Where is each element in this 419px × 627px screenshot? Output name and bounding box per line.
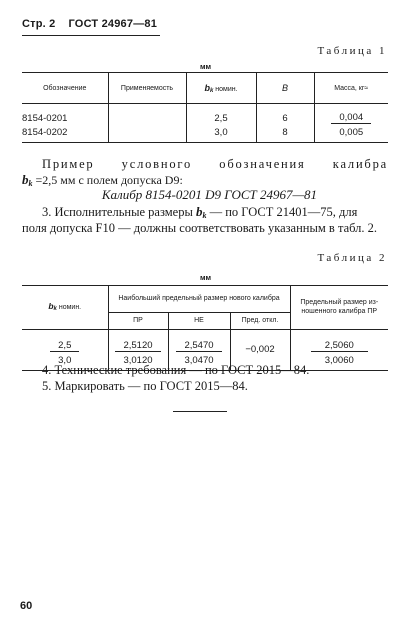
table-row (22, 124, 388, 143)
page-number: 60 (20, 600, 33, 612)
item5: 5. Маркировать — по ГОСТ 2015—84. (42, 379, 248, 393)
table1-cell: 8154-0202 (22, 124, 108, 143)
table2-col-dev: Пред. откл. (230, 313, 290, 330)
table2 (22, 285, 388, 371)
table2-col-pr: ПР (108, 313, 168, 330)
page-label: Стр. 2 (22, 18, 56, 30)
table1-col-applicability: Применяемость (108, 73, 186, 104)
table2-title: Таблица 2 (317, 252, 387, 264)
standard-code: ГОСТ 24967—81 (68, 18, 158, 30)
table1-cell: 8154-0201 (22, 112, 68, 124)
table2-cell: 2,5 (22, 330, 108, 352)
header-rule (22, 35, 160, 36)
table2-deviation: −0,002 (230, 330, 290, 371)
table1-cell: 0,004 (314, 104, 388, 124)
item4: 4. Технические требования — по ГОСТ 2015—84. (42, 363, 310, 377)
table1-cell: 2,5 (186, 104, 256, 124)
example-line1: Пример условного обозначения калибра (42, 157, 388, 171)
table1-col-B: B (256, 73, 314, 104)
table1-cell: 0,005 (314, 124, 388, 143)
item3-line2: поля допуска F10 — должны соответствовать указанным в табл. 2. (22, 221, 378, 235)
table2-col-bk: bk номин. (22, 286, 108, 330)
page-header (22, 18, 157, 30)
table1-title: Таблица 1 (317, 45, 387, 57)
table1-cell: 8 (256, 124, 314, 143)
item3-line1: 3. Исполнительные размеры bk — по ГОСТ 21401—75, для (42, 204, 358, 220)
end-rule (173, 411, 227, 412)
table-row (22, 330, 388, 352)
table1-col-bk: bk номин. (186, 73, 256, 104)
table2-cell: 2,5060 (290, 330, 388, 352)
table1-header-row (22, 73, 388, 104)
table2-col-worn: Предельный размер из-ношенного калибра ПР (290, 286, 388, 330)
table2-cell: 3,0060 (290, 352, 388, 371)
table1-cell (108, 104, 186, 124)
table2-cell: 2,5120 (108, 330, 168, 352)
table1-col-mass: Масса, кг≈ (314, 73, 388, 104)
example-designation: Калибр 8154-0201 D9 ГОСТ 24967—81 (101, 187, 318, 202)
table-row (22, 104, 388, 124)
table1-cell (108, 124, 186, 143)
table2-unit: мм (200, 273, 212, 282)
table2-cell: 2,5470 (168, 330, 230, 352)
table2-cell: 3,0120 (108, 352, 168, 371)
table2-group-header: Наибольший предельный размер нового калибра (108, 286, 290, 313)
table1-unit: мм (200, 62, 212, 71)
example-line2: bk =2,5 мм с полем допуска D9: (22, 172, 183, 188)
table2-col-ne: НЕ (168, 313, 230, 330)
table1-cell: 6 (256, 104, 314, 124)
table1-cell: 3,0 (186, 124, 256, 143)
table1-col-designation: Обозначение (22, 73, 108, 104)
table2-cell: 3,0 (22, 352, 108, 371)
table1 (22, 72, 388, 143)
table2-header-row (22, 286, 388, 313)
table2-cell: 3,0470 (168, 352, 230, 371)
